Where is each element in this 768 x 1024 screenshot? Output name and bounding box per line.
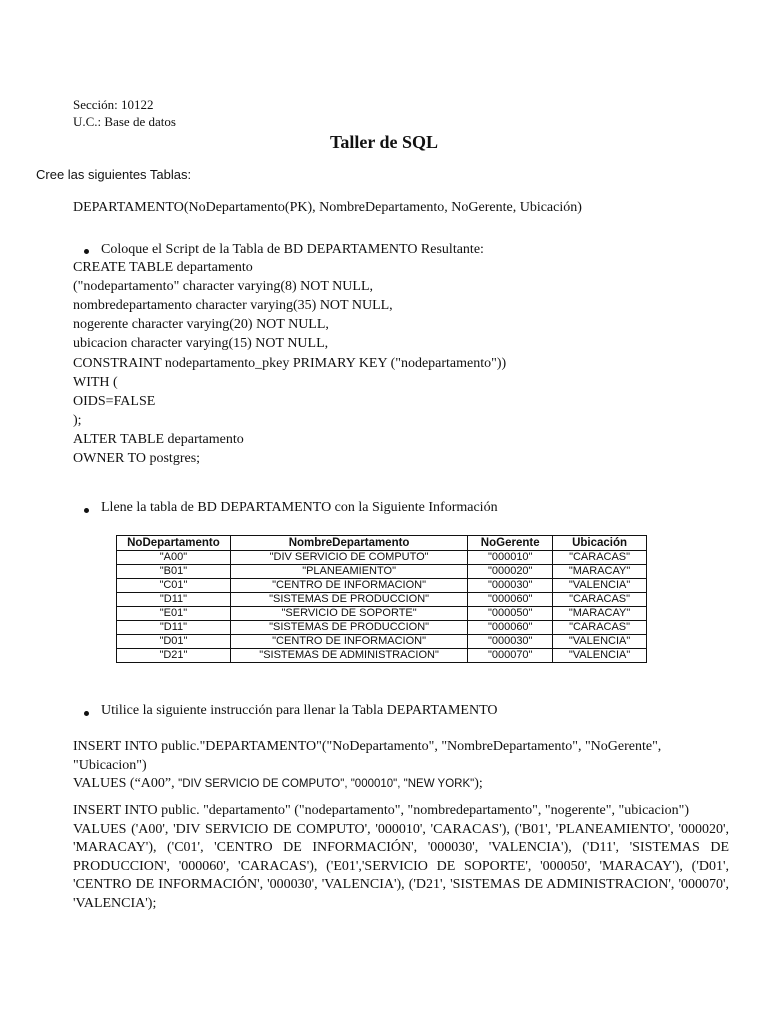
- table-header-row: [117, 536, 647, 551]
- table-cell: "CARACAS": [553, 593, 647, 607]
- table-cell: "B01": [117, 565, 231, 579]
- script-line: CREATE TABLE departamento: [73, 260, 253, 275]
- table-cell: "MARACAY": [553, 565, 647, 579]
- column-header: NombreDepartamento: [230, 536, 467, 551]
- departamento-table: [116, 535, 647, 663]
- script-line: ("nodepartamento" character varying(8) NOT NULL,: [73, 279, 373, 294]
- script-line: CONSTRAINT nodepartamento_pkey PRIMARY KEY ("nodepartamento")): [73, 356, 507, 371]
- table-cell: "000060": [468, 621, 553, 635]
- column-header: NoDepartamento: [117, 536, 231, 551]
- table-cell: "CARACAS": [553, 551, 647, 565]
- bullet-script-instruction: Coloque el Script de la Tabla de BD DEPARTAMENTO Resultante:: [101, 242, 484, 257]
- insert-statement-2: [73, 802, 729, 913]
- seccion-label: Sección: 10122: [73, 97, 154, 112]
- table-cell: "VALENCIA": [553, 635, 647, 649]
- schema-definition: DEPARTAMENTO(NoDepartamento(PK), NombreDepartamento, NoGerente, Ubicación): [73, 200, 582, 215]
- table-cell: "SISTEMAS DE ADMINISTRACION": [230, 649, 467, 663]
- insert-1-values-suffix: );: [474, 776, 483, 791]
- table-cell: "DIV SERVICIO DE COMPUTO": [230, 551, 467, 565]
- table-cell: "000070": [468, 649, 553, 663]
- insert-statement-1: [73, 738, 729, 794]
- table-cell: "000050": [468, 607, 553, 621]
- table-cell: "D11": [117, 621, 231, 635]
- insert-2-values: VALUES ('A00', 'DIV SERVICIO DE COMPUTO', '000010', 'CARACAS'), ('B01', 'PLANEAMIENTO', '000020', 'MARACAY'), ('C01', 'CENTRO DE INFORMACIÓN', '000030', 'VALENCIA'), ('D11', 'SISTEMAS DE PRODUCCION', '000060', 'CARACAS'), ('E01','SERVICIO DE SOPORTE', '000050', 'MARACAY'), ('D01', 'CENTRO DE INFORMACIÓN', '000030', 'VALENCIA'), ('D21', 'SISTEMAS DE ADMINISTRACION', '000070', 'VALENCIA');: [73, 821, 729, 911]
- table-cell: "VALENCIA": [553, 649, 647, 663]
- table-cell: "E01": [117, 607, 231, 621]
- bullet-insert-instruction: Utilice la siguiente instrucción para llenar la Tabla DEPARTAMENTO: [101, 703, 498, 718]
- column-header: NoGerente: [468, 536, 553, 551]
- table-cell: "SISTEMAS DE PRODUCCION": [230, 621, 467, 635]
- table-cell: "MARACAY": [553, 607, 647, 621]
- table-row: [117, 649, 647, 663]
- insert-1-values: [73, 775, 729, 794]
- bullet-icon: [84, 249, 89, 254]
- table-row: [117, 551, 647, 565]
- table-cell: "D01": [117, 635, 231, 649]
- table-cell: "C01": [117, 579, 231, 593]
- table-cell: "SISTEMAS DE PRODUCCION": [230, 593, 467, 607]
- table-cell: "PLANEAMIENTO": [230, 565, 467, 579]
- insert-1-values-prefix: VALUES (“A00”,: [73, 776, 179, 791]
- script-line: ubicacion character varying(15) NOT NULL,: [73, 336, 329, 351]
- bullet-fill-instruction: Llene la tabla de BD DEPARTAMENTO con la Siguiente Información: [101, 500, 498, 515]
- table-cell: "000010": [468, 551, 553, 565]
- intro-text: Cree las siguientes Tablas:: [36, 167, 192, 182]
- table-row: [117, 593, 647, 607]
- table-row: [117, 579, 647, 593]
- script-line: WITH (: [73, 375, 118, 390]
- script-line: nombredepartamento character varying(35) NOT NULL,: [73, 298, 393, 313]
- table-cell: "CARACAS": [553, 621, 647, 635]
- script-line: OIDS=FALSE: [73, 394, 156, 409]
- bullet-icon: [84, 711, 89, 716]
- page-title: Taller de SQL: [329, 132, 439, 152]
- table-cell: "VALENCIA": [553, 579, 647, 593]
- script-line: ALTER TABLE departamento: [73, 432, 244, 447]
- table-cell: "000060": [468, 593, 553, 607]
- table-cell: "000020": [468, 565, 553, 579]
- script-line: );: [73, 413, 82, 428]
- table-cell: "CENTRO DE INFORMACION": [230, 635, 467, 649]
- script-line: nogerente character varying(20) NOT NULL,: [73, 317, 329, 332]
- table-row: [117, 607, 647, 621]
- column-header: Ubicación: [553, 536, 647, 551]
- script-line: OWNER TO postgres;: [73, 451, 201, 466]
- table-cell: "SERVICIO DE SOPORTE": [230, 607, 467, 621]
- table-row: [117, 565, 647, 579]
- table-row: [117, 635, 647, 649]
- bullet-icon: [84, 508, 89, 513]
- insert-2-header: INSERT INTO public. "departamento" ("nodepartamento", "nombredepartamento", "nogerente", "ubicacion"): [73, 803, 689, 818]
- table-cell: "000030": [468, 579, 553, 593]
- table-cell: "A00": [117, 551, 231, 565]
- uc-label: U.C.: Base de datos: [73, 114, 176, 129]
- table-row: [117, 621, 647, 635]
- insert-1-header: INSERT INTO public."DEPARTAMENTO"("NoDepartamento", "NombreDepartamento", "NoGerente", "Ubicacion"): [73, 739, 662, 773]
- table-cell: "D21": [117, 649, 231, 663]
- table-cell: "CENTRO DE INFORMACION": [230, 579, 467, 593]
- insert-1-values-body: "DIV SERVICIO DE COMPUTO", "000010", "NEW YORK": [178, 778, 475, 790]
- table-cell: "D11": [117, 593, 231, 607]
- table-cell: "000030": [468, 635, 553, 649]
